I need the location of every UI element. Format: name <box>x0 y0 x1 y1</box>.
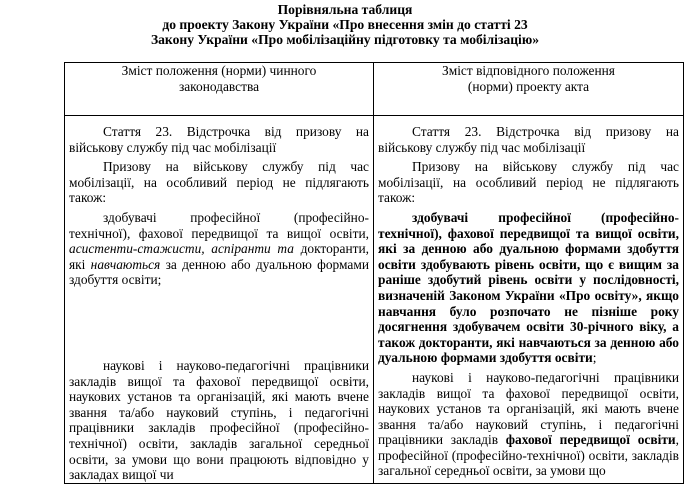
table-body-row <box>65 116 684 484</box>
left-intro: Призову на військову службу під час мобілізації, на особливий період не підлягають також: <box>69 159 369 206</box>
title-line-2: до проекту Закону України «Про внесення змін до статті 23 <box>162 17 528 32</box>
right-bold-insert: фахової передвищої освіти <box>505 432 676 448</box>
right-column-header: Зміст відповідного положення (норми) проекту акта <box>374 63 684 116</box>
title-line-1: Порівняльна таблиця <box>277 2 413 17</box>
comparison-table <box>64 62 684 484</box>
left-italic-study: навчаються <box>90 256 161 272</box>
right-bold-amendment: здобувачі професійної (професійно-технічної), фахової передвищої та вищої освіти, які за денною або дуальною формами здобуття освіти здобувають рівень освіти, що є вищим за раніше здобутий рівень освіти у послідовності, визначеній Законом України «Про освіту», якщо навчання було розпочато не пізніше року досягнення здобувачем освіти 30-річного віку, а також докторанти, які навчаються за денною або дуальною формами здобуття освіти <box>378 209 679 366</box>
left-paragraph-1: здобувачі професійної (професійно-технічної), фахової передвищої та вищої освіти, асистенти-стажисти, аспіранти та докторанти, які навчаються за денною або дуальною формами здобуття освіти; <box>69 209 369 288</box>
right-paragraph-2: наукові і науково-педагогічні працівники закладів вищої та фахової передвищої освіти, наукових установ та організацій, які мають вчене звання та/або науковий ступінь, і педагогічні працівники закладів фахової передвищої освіти, професійної (професійно-технічної) освіти, закладів загальної середньої освіти, за умови що <box>378 369 679 479</box>
right-column-draft-act <box>374 116 684 484</box>
document-title <box>0 2 690 47</box>
table-header-row <box>65 63 684 116</box>
right-intro: Призову на військову службу під час мобілізації, на особливий період не підлягають також: <box>378 159 679 206</box>
left-article-heading: Стаття 23. Відстрочка від призову на військову службу під час мобілізації <box>69 124 369 155</box>
left-column-current-law <box>65 116 374 484</box>
right-article-heading: Стаття 23. Відстрочка від призову на військову службу під час мобілізації <box>378 124 679 155</box>
left-column-header: Зміст положення (норми) чинного законодавства <box>65 63 374 116</box>
left-italic-postgrads: асистенти-стажисти, аспіранти та <box>69 241 294 257</box>
right-paragraph-1: здобувачі професійної (професійно-технічної), фахової передвищої та вищої освіти, які за денною або дуальною формами здобуття освіти здобувають рівень освіти, що є вищим за раніше здобутий рівень освіти у послідовності, визначеній Законом України «Про освіту», якщо навчання було розпочато не пізніше року досягнення здобувачем освіти 30-річного віку, а також докторанти, які навчаються за денною або дуальною формами здобуття освіти; <box>378 209 679 366</box>
title-line-3: Закону України «Про мобілізаційну підготовку та мобілізацію» <box>150 32 540 47</box>
left-paragraph-2: наукові і науково-педагогічні працівники закладів вищої та фахової передвищої освіти, наукових установ та організацій, які мають вчене звання та/або науковий ступінь, і педагогічні працівники закладів професійної (професійно-технічної) освіти, закладів загальної середньої освіти, за умови що вони працюють відповідно у закладах вищої чи <box>69 357 369 483</box>
